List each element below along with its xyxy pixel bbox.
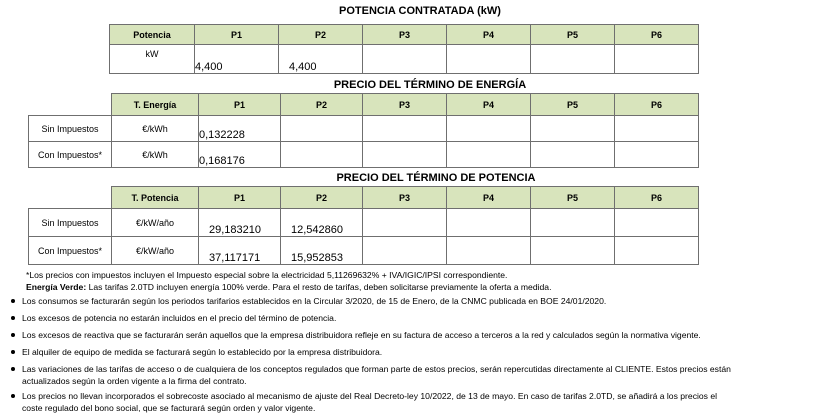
energia-header-row (29, 94, 699, 116)
unit-cell: kW (110, 45, 195, 74)
list-item-continuation: coste regulado del bono social, que se facturará según orden y valor vigente. (22, 403, 316, 413)
unit-cell: €/kW/año (112, 209, 199, 237)
potencia-title: POTENCIA CONTRATADA (kW) (339, 5, 501, 17)
table-row (29, 142, 699, 168)
bullet-icon (11, 394, 15, 398)
energia-verde-text: Las tarifas 2.0TD incluyen energía 100% verde. Para el resto de tarifas, deben solicitarse previamente la oferta a medida. (86, 282, 552, 292)
value-cell-p5 (531, 142, 615, 168)
list-item: Los excesos de reactiva que se facturarán serán aquellos que la empresa distribuidora refleje en su factura de acceso a terceros a la red y calculados según la normativa vigente. (22, 330, 701, 340)
value-cell-p5 (531, 209, 615, 237)
value-cell-p1: 29,183210 (199, 209, 281, 237)
row-label: Con Impuestos* (29, 237, 112, 265)
list-item: Las variaciones de las tarifas de acceso o de cualquiera de los conceptos regulados que forman parte de estos precios, serán repercutidas directamente al CLIENTE. Estos precios están (22, 364, 731, 374)
value-cell-p6 (615, 116, 699, 142)
value-cell-p1: 0,132228 (199, 116, 281, 142)
table-row (29, 209, 699, 237)
col-header-p3: P3 (363, 94, 447, 116)
col-header-p3: P3 (363, 25, 447, 45)
value-cell-p5 (531, 116, 615, 142)
list-item: Los excesos de potencia no estarán incluidos en el precio del término de potencia. (22, 313, 337, 323)
value-cell-p4 (447, 237, 531, 265)
value-cell-p2 (281, 142, 363, 168)
value-cell-p4 (447, 142, 531, 168)
energia-verde-note (26, 281, 551, 293)
row-label: Sin Impuestos (29, 116, 112, 142)
energia-verde-label: Energía Verde: (26, 282, 87, 292)
bullet-icon (11, 350, 15, 354)
termino-potencia-title: PRECIO DEL TÉRMINO DE POTENCIA (336, 172, 536, 184)
value-cell-p4 (447, 209, 531, 237)
value-cell-p6 (615, 142, 699, 168)
value-cell-p1: 0,168176 (199, 142, 281, 168)
value-cell-p2: 4,400 (279, 45, 363, 74)
bullet-icon (11, 299, 15, 303)
value-cell-p2: 15,952853 (281, 237, 363, 265)
table-row (29, 116, 699, 142)
bullet-icon (11, 316, 15, 320)
col-header-p1: P1 (199, 94, 281, 116)
col-header-p1: P1 (195, 25, 279, 45)
value-cell-p2 (281, 116, 363, 142)
value-cell-p3 (363, 116, 447, 142)
value-cell-p6 (615, 237, 699, 265)
tax-footnote: *Los precios con impuestos incluyen el Impuesto especial sobre la electricidad 5,11269632% + IVA/IGIC/IPSI correspondiente. (26, 270, 508, 280)
row-label: Con Impuestos* (29, 142, 112, 168)
table-row (29, 237, 699, 265)
value-cell-p1: 4,400 (195, 45, 279, 74)
value-cell-p6 (615, 45, 699, 74)
col-header-p4: P4 (447, 187, 531, 209)
col-header-p2: P2 (281, 94, 363, 116)
potencia-header-row (110, 25, 699, 45)
col-header-potencia: Potencia (110, 25, 195, 45)
table-row (110, 45, 699, 74)
energia-title: PRECIO DEL TÉRMINO DE ENERGÍA (333, 79, 527, 91)
value-cell-p6 (615, 209, 699, 237)
potencia-table (109, 24, 699, 74)
col-header-p5: P5 (531, 94, 615, 116)
col-header-p5: P5 (531, 187, 615, 209)
bullet-icon (11, 333, 15, 337)
col-header-p1: P1 (199, 187, 281, 209)
col-header-p2: P2 (279, 25, 363, 45)
value-cell-p3 (363, 209, 447, 237)
col-header-p3: P3 (363, 187, 447, 209)
unit-cell: €/kWh (112, 116, 199, 142)
value-cell-p5 (531, 237, 615, 265)
col-header-p6: P6 (615, 187, 699, 209)
col-header-t-energia: T. Energía (112, 94, 199, 116)
list-item: Los consumos se facturarán según los periodos tarifarios establecidos en la Circular 3/2020, de 15 de Enero, de la CNMC publicada en BOE 24/01/2020. (22, 296, 607, 306)
col-header-p2: P2 (281, 187, 363, 209)
col-header-p4: P4 (447, 25, 531, 45)
energia-table (28, 93, 699, 168)
value-cell-p4 (447, 116, 531, 142)
termino-potencia-header-row (29, 187, 699, 209)
value-cell-p2: 12,542860 (281, 209, 363, 237)
value-cell-p4 (447, 45, 531, 74)
col-header-p5: P5 (531, 25, 615, 45)
col-header-t-potencia: T. Potencia (112, 187, 199, 209)
value-cell-p3 (363, 237, 447, 265)
col-header-p4: P4 (447, 94, 531, 116)
unit-cell: €/kWh (112, 142, 199, 168)
row-label: Sin Impuestos (29, 209, 112, 237)
corner-spacer (29, 94, 112, 116)
value-cell-p3 (363, 142, 447, 168)
termino-potencia-table (28, 186, 699, 265)
list-item-continuation: actualizados según la orden vigente a la firma del contrato. (22, 376, 247, 386)
list-item: Los precios no llevan incorporados el sobrecoste asociado al mecanismo de ajuste del Real Decreto-ley 10/2022, de 13 de mayo. En caso de tarifas 2.0TD, se añadirá a los precios el (22, 391, 718, 401)
col-header-p6: P6 (615, 94, 699, 116)
unit-cell: €/kW/año (112, 237, 199, 265)
value-cell-p5 (531, 45, 615, 74)
list-item: El alquiler de equipo de medida se facturará según lo establecido por la empresa distribuidora. (22, 347, 383, 357)
col-header-p6: P6 (615, 25, 699, 45)
value-cell-p1: 37,117171 (199, 237, 281, 265)
corner-spacer (29, 187, 112, 209)
value-cell-p3 (363, 45, 447, 74)
bullet-icon (11, 367, 15, 371)
